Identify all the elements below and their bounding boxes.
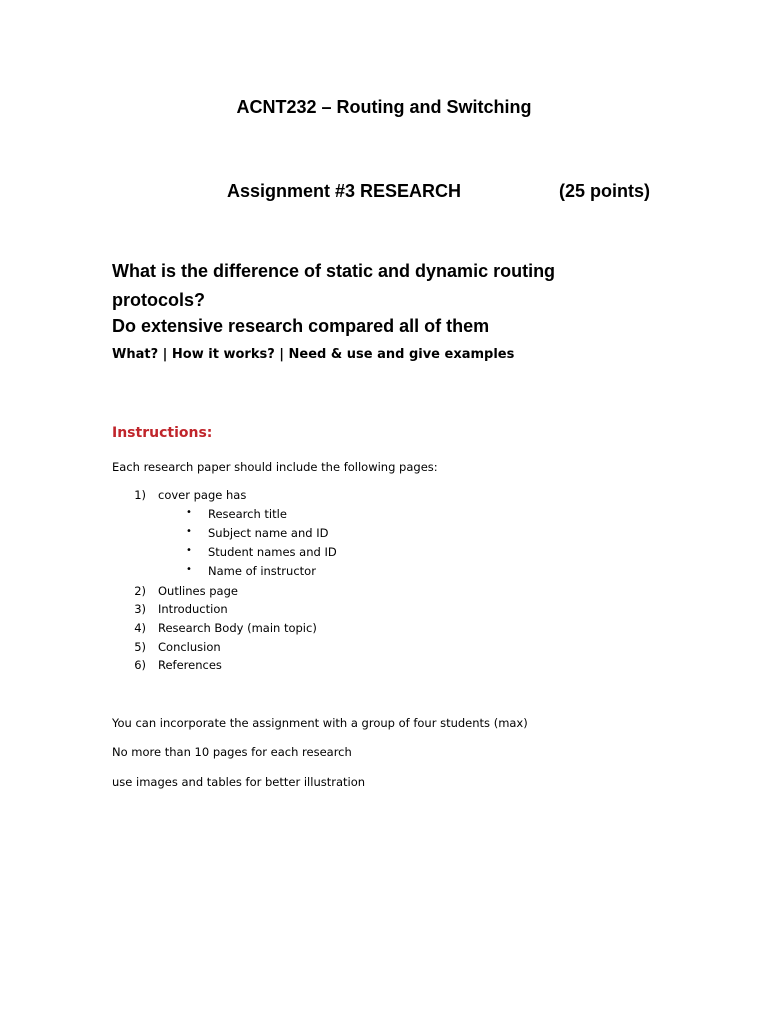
list-item-number: 1) — [134, 488, 146, 502]
list-item-number: 5) — [134, 640, 146, 654]
list-item-number: 6) — [134, 658, 146, 672]
note-group-size: You can incorporate the assignment with a group of four students (max) — [112, 716, 528, 730]
assignment-label: Assignment #3 RESEARCH — [227, 181, 462, 201]
list-item: Outlines page — [158, 584, 238, 598]
sub-list-item: Research title — [208, 507, 287, 521]
question-subtitle: What? | How it works? | Need & use and give examples — [112, 347, 515, 362]
instructions-heading: Instructions: — [112, 425, 213, 441]
list-item-number: 3) — [134, 602, 146, 616]
sub-list-item: Student names and ID — [208, 545, 337, 559]
list-item-number: 2) — [134, 584, 146, 598]
note-illustrations: use images and tables for better illustration — [112, 775, 366, 789]
list-item: References — [158, 658, 222, 672]
note-page-limit: No more than 10 pages for each research — [112, 745, 352, 759]
points-label: (25 points) — [559, 181, 651, 201]
list-item: cover page has — [158, 488, 247, 502]
sub-list-item: Subject name and ID — [208, 526, 329, 540]
list-item-number: 4) — [134, 621, 146, 635]
question-line-3: Do extensive research compared all of them — [112, 316, 490, 336]
bullet-icon: • — [186, 526, 192, 537]
bullet-icon: • — [186, 507, 192, 518]
course-title: ACNT232 – Routing and Switching — [236, 97, 532, 117]
bullet-icon: • — [186, 545, 192, 556]
instructions-lead: Each research paper should include the following pages: — [112, 460, 438, 474]
question-line-2: protocols? — [112, 290, 205, 310]
list-item: Introduction — [158, 602, 228, 616]
list-item: Research Body (main topic) — [158, 621, 317, 635]
sub-list-item: Name of instructor — [208, 564, 316, 578]
question-line-1: What is the difference of static and dynamic routing — [112, 261, 556, 281]
bullet-icon: • — [186, 564, 192, 575]
list-item: Conclusion — [158, 640, 221, 654]
